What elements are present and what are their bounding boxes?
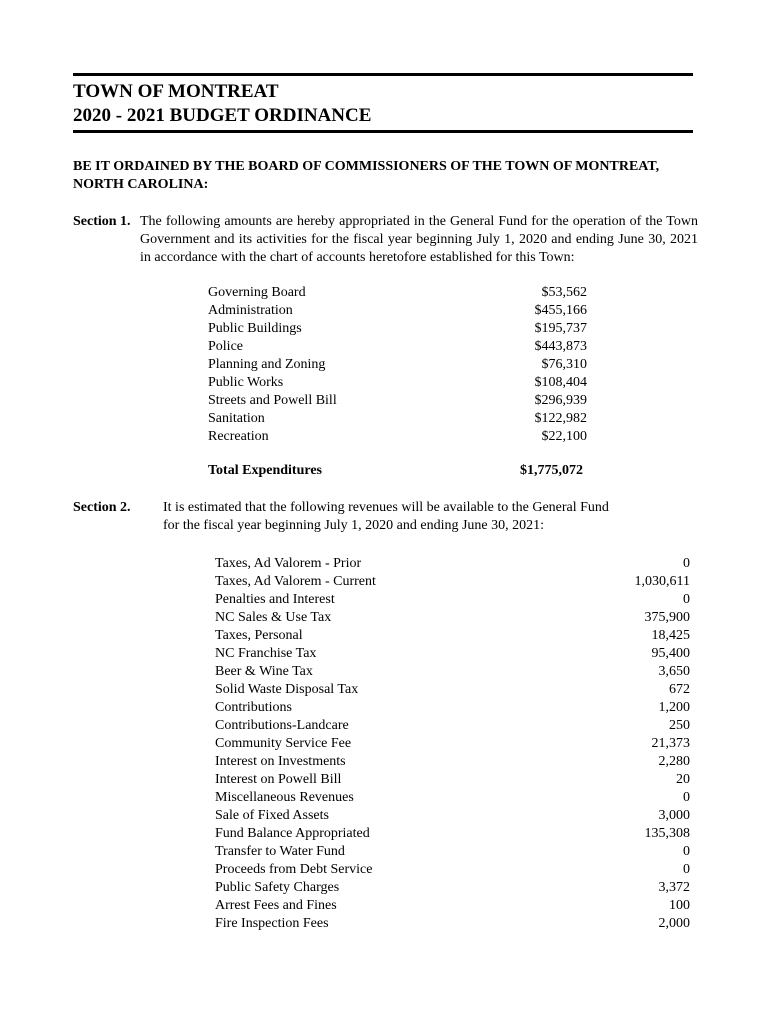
title-line-1: TOWN OF MONTREAT: [73, 81, 279, 102]
revenue-row-name: Transfer to Water Fund: [215, 844, 345, 859]
revenue-row-amount: 375,900: [644, 610, 690, 625]
revenue-row-name: Proceeds from Debt Service: [215, 862, 373, 877]
revenue-row-amount: 0: [683, 556, 690, 571]
expenditure-row-amount: $108,404: [534, 375, 587, 390]
expenditure-list: [208, 284, 587, 446]
expenditure-row-amount: $296,939: [534, 393, 587, 408]
revenue-row: [215, 843, 690, 861]
expenditure-row: [208, 374, 587, 392]
revenue-row: [215, 771, 690, 789]
revenue-row: [215, 807, 690, 825]
revenue-row-name: Taxes, Ad Valorem - Current: [215, 574, 376, 589]
revenue-list: [215, 555, 690, 933]
expenditure-row-name: Sanitation: [208, 411, 265, 426]
expenditure-row-name: Public Works: [208, 375, 284, 390]
expenditure-row-name: Planning and Zoning: [208, 357, 326, 372]
expenditure-row: [208, 428, 587, 446]
expenditure-row: [208, 284, 587, 302]
revenue-row-name: Fund Balance Appropriated: [215, 826, 370, 841]
revenue-row-amount: 135,308: [644, 826, 690, 841]
revenue-row: [215, 609, 690, 627]
expenditure-row-amount: $122,982: [534, 411, 587, 426]
title-line-2: 2020 - 2021 BUDGET ORDINANCE: [73, 105, 372, 126]
revenue-row-amount: 21,373: [651, 736, 690, 751]
revenue-row: [215, 825, 690, 843]
revenue-row-name: Contributions-Landcare: [215, 718, 349, 733]
revenue-row-amount: 250: [669, 718, 690, 733]
expenditure-row: [208, 302, 587, 320]
expenditure-row: [208, 356, 587, 374]
expenditure-row-amount: $53,562: [541, 285, 587, 300]
revenue-row: [215, 591, 690, 609]
revenue-row: [215, 861, 690, 879]
revenue-row-name: Arrest Fees and Fines: [215, 898, 337, 913]
top-rule: [73, 73, 693, 76]
revenue-row-name: Miscellaneous Revenues: [215, 790, 354, 805]
revenue-row-name: Taxes, Ad Valorem - Prior: [215, 556, 362, 571]
expenditure-row: [208, 320, 587, 338]
revenue-row: [215, 663, 690, 681]
expenditure-row-name: Public Buildings: [208, 321, 302, 336]
revenue-row-name: Sale of Fixed Assets: [215, 808, 329, 823]
section-1-text: The following amounts are hereby appropriated in the General Fund for the operation of the Town Government and its activities for the fiscal year beginning July 1, 2020 and ending June 30, 2021 in accordance with the chart of accounts heretofore established for this Town:: [140, 214, 698, 265]
total-expenditures-amount: $1,775,072: [520, 463, 583, 478]
expenditure-row: [208, 410, 587, 428]
section-2-label: Section 2.: [73, 500, 131, 515]
revenue-row-amount: 3,000: [658, 808, 690, 823]
revenue-row: [215, 717, 690, 735]
revenue-row-name: NC Sales & Use Tax: [215, 610, 332, 625]
revenue-row-name: NC Franchise Tax: [215, 646, 317, 661]
revenue-row: [215, 645, 690, 663]
expenditure-row-name: Streets and Powell Bill: [208, 393, 337, 408]
revenue-row: [215, 879, 690, 897]
revenue-row-name: Public Safety Charges: [215, 880, 340, 895]
revenue-row-amount: 0: [683, 790, 690, 805]
revenue-row: [215, 789, 690, 807]
revenue-row-name: Interest on Investments: [215, 754, 346, 769]
expenditure-row-name: Governing Board: [208, 285, 306, 300]
revenue-row-amount: 2,000: [658, 916, 690, 931]
expenditure-row-name: Recreation: [208, 429, 269, 444]
revenue-row-amount: 100: [669, 898, 690, 913]
revenue-row-name: Penalties and Interest: [215, 592, 335, 607]
expenditure-row-amount: $443,873: [534, 339, 587, 354]
revenue-row-amount: 1,200: [658, 700, 690, 715]
revenue-row-name: Solid Waste Disposal Tax: [215, 682, 359, 697]
ordain-statement: BE IT ORDAINED BY THE BOARD OF COMMISSIONERS OF THE TOWN OF MONTREAT, NORTH CAROLINA:: [73, 159, 660, 192]
revenue-row-name: Beer & Wine Tax: [215, 664, 313, 679]
revenue-row-amount: 20: [676, 772, 690, 787]
expenditure-row-amount: $22,100: [541, 429, 587, 444]
revenue-row: [215, 915, 690, 933]
revenue-row-amount: 0: [683, 844, 690, 859]
revenue-row: [215, 555, 690, 573]
document-title: [73, 80, 371, 128]
total-expenditures-row: [208, 462, 583, 480]
expenditure-row-amount: $76,310: [541, 357, 587, 372]
revenue-row-name: Contributions: [215, 700, 293, 715]
expenditure-row: [208, 338, 587, 356]
total-expenditures-label: Total Expenditures: [208, 463, 322, 478]
revenue-row: [215, 897, 690, 915]
revenue-row: [215, 627, 690, 645]
revenue-row-amount: 672: [669, 682, 690, 697]
revenue-row-name: Community Service Fee: [215, 736, 352, 751]
revenue-row-amount: 0: [683, 862, 690, 877]
revenue-row: [215, 681, 690, 699]
revenue-row: [215, 699, 690, 717]
expenditure-row-name: Police: [208, 339, 243, 354]
revenue-row-amount: 18,425: [651, 628, 690, 643]
expenditure-row-amount: $455,166: [534, 303, 587, 318]
revenue-row: [215, 573, 690, 591]
revenue-row: [215, 753, 690, 771]
revenue-row: [215, 735, 690, 753]
expenditure-row-amount: $195,737: [534, 321, 587, 336]
expenditure-row: [208, 392, 587, 410]
revenue-row-name: Fire Inspection Fees: [215, 916, 329, 931]
section-2-text: It is estimated that the following revenues will be available to the General Fund for the fiscal year beginning July 1, 2020 and ending June 30, 2021:: [163, 500, 609, 533]
revenue-row-amount: 3,372: [658, 880, 690, 895]
revenue-row-amount: 3,650: [658, 664, 690, 679]
bottom-rule: [73, 130, 693, 133]
revenue-row-name: Taxes, Personal: [215, 628, 303, 643]
revenue-row-amount: 95,400: [651, 646, 690, 661]
expenditure-row-name: Administration: [208, 303, 293, 318]
revenue-row-name: Interest on Powell Bill: [215, 772, 342, 787]
revenue-row-amount: 1,030,611: [634, 574, 690, 589]
revenue-row-amount: 0: [683, 592, 690, 607]
section-1-label: Section 1.: [73, 214, 131, 229]
revenue-row-amount: 2,280: [658, 754, 690, 769]
